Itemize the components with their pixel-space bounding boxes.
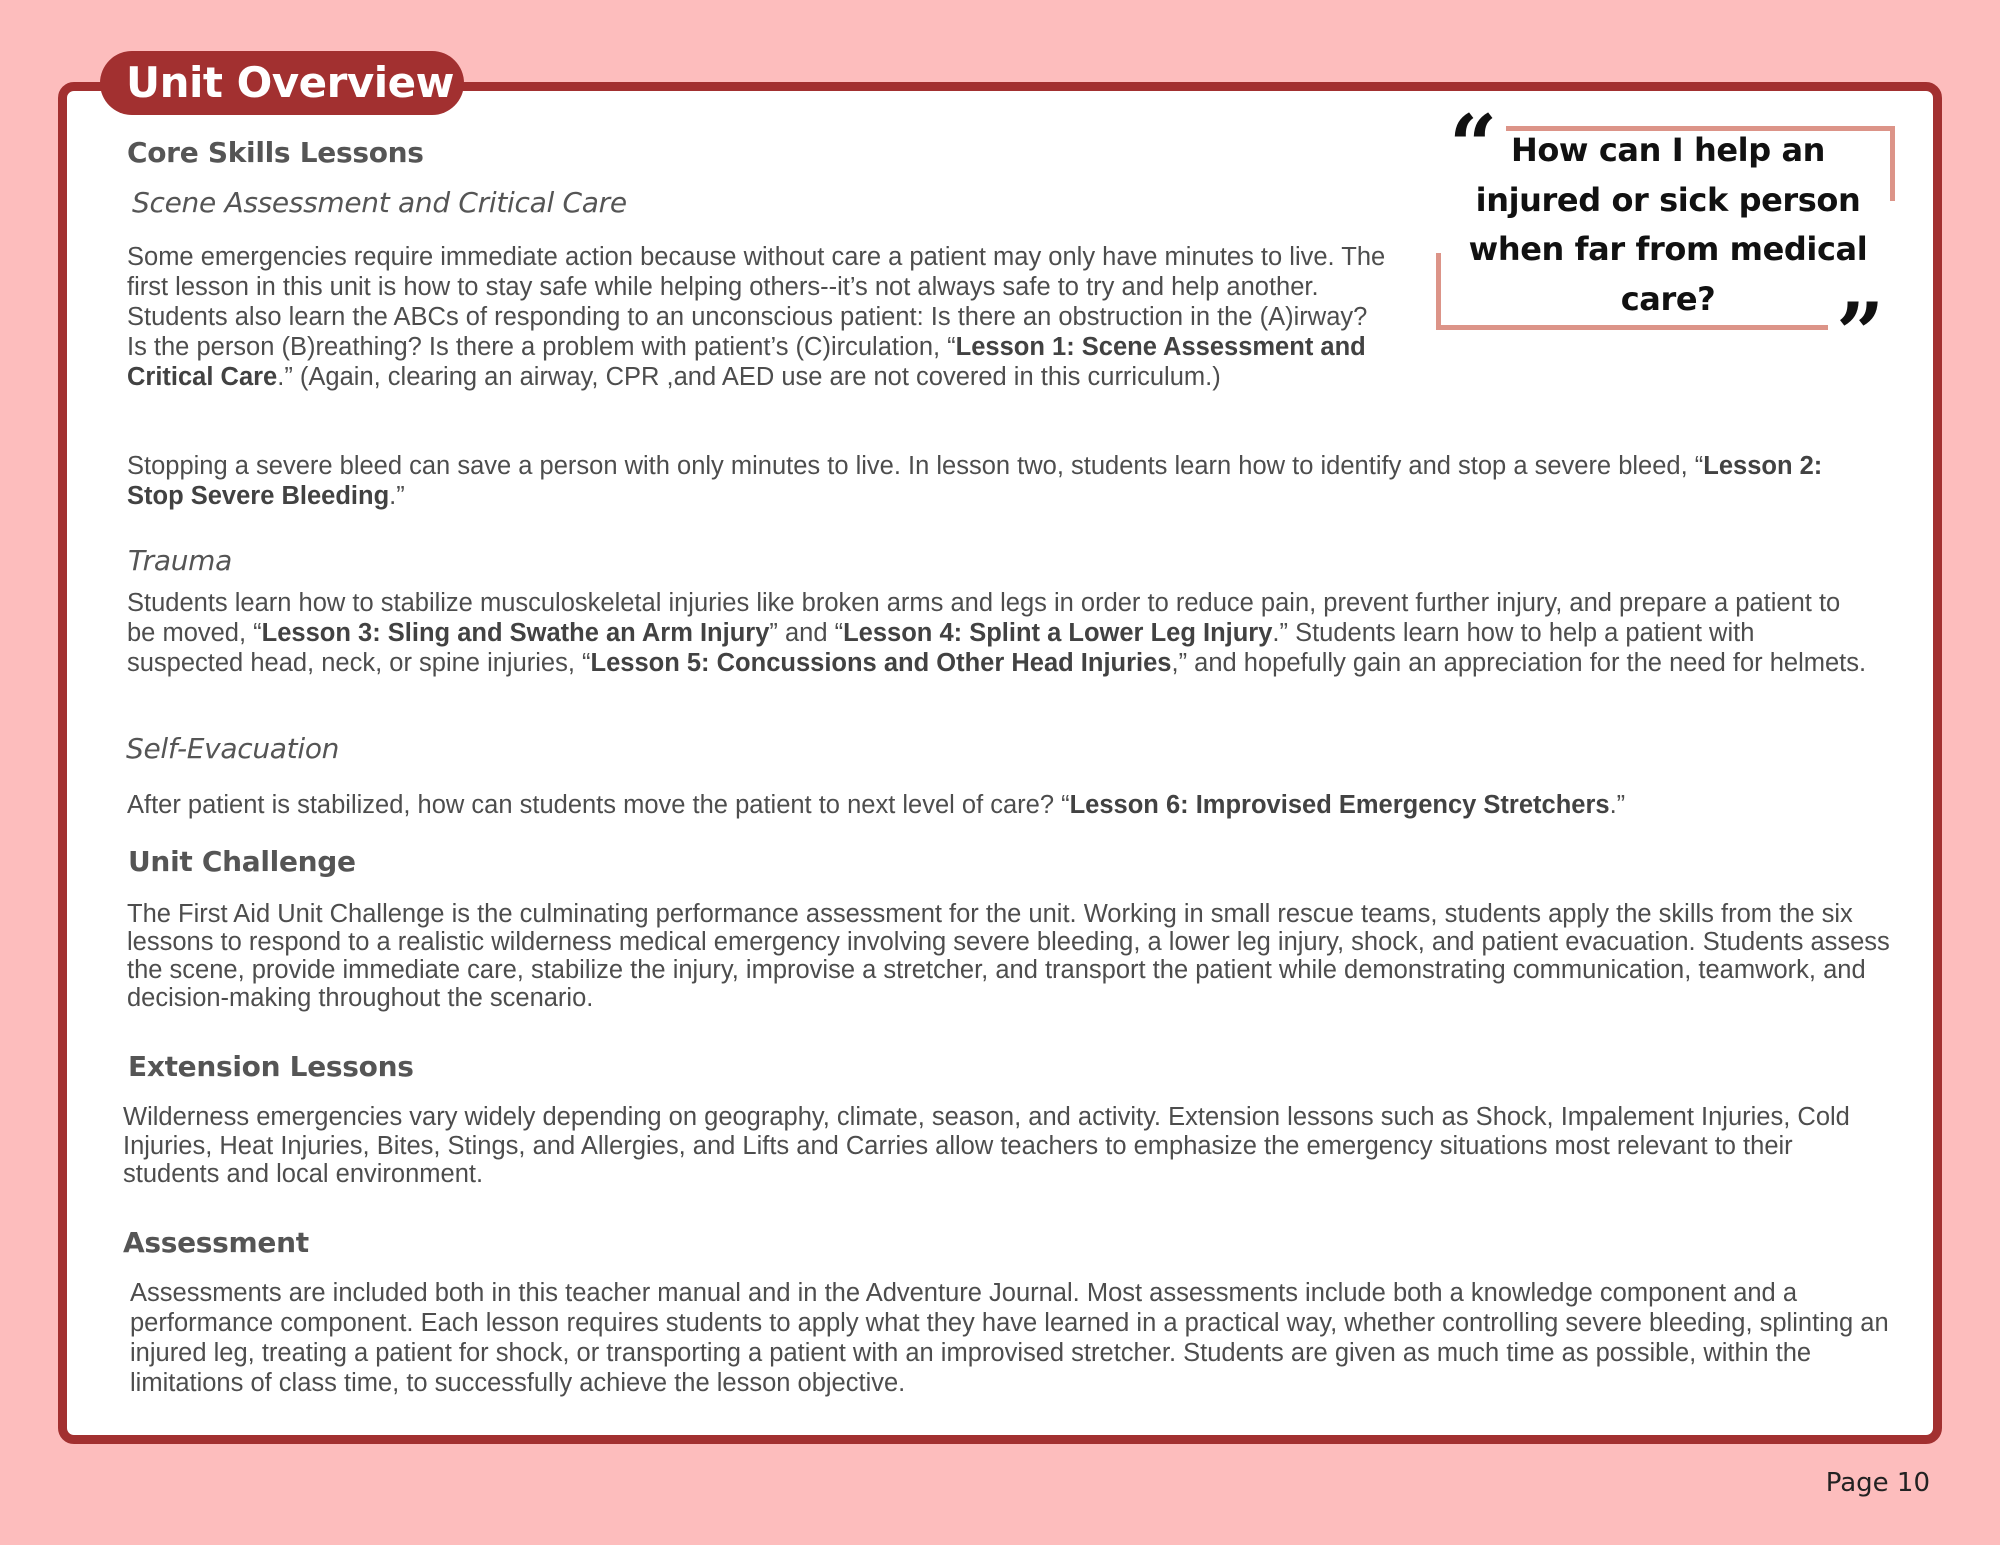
scene-paragraph-2: Stopping a severe bleed can save a person with only minutes to live. In lesson two, students learn how to identify and stop a severe bleed, “Lesson 2: Stop Severe Bleeding.” <box>127 452 1823 510</box>
lesson-6-title: Lesson 6: Improvised Emergency Stretchers <box>1069 791 1610 819</box>
pull-quote: How can I help an injured or sick person when far from medical care? <box>1468 131 1868 318</box>
lesson-2-title: Lesson 2: Stop Severe Bleeding <box>127 452 1823 510</box>
open-quote-icon: “ <box>1449 96 1498 195</box>
lesson-5-title: Lesson 5: Concussions and Other Head Injuries <box>590 649 1172 677</box>
page-title-tab: Unit Overview <box>100 51 464 115</box>
close-quote-icon: ” <box>1836 284 1885 383</box>
lesson-3-title: Lesson 3: Sling and Swathe an Arm Injury <box>261 619 770 647</box>
quote-rule-right <box>1890 126 1895 201</box>
self-evacuation-subheading: Self-Evacuation <box>126 732 340 765</box>
unit-challenge-heading: Unit Challenge <box>128 845 356 878</box>
extension-lessons-heading: Extension Lessons <box>128 1050 414 1083</box>
extension-lessons-paragraph: Wilderness emergencies vary widely depending on geography, climate, season, and activity. Extension lessons such as Shock, Impalement Injuries, Cold Injuries, Heat Injuries, Bites, Stings, and Allergies, and Lifts and Carries allow teachers to emphasize the emergency situations most relevant to their students and local environment. <box>123 1103 1850 1188</box>
unit-challenge-paragraph: The First Aid Unit Challenge is the culminating performance assessment for the unit. Working in small rescue teams, students apply the skills from the six lessons to respond to a realistic wilderness medical emergency involving severe bleeding, a lower leg injury, shock, and patient evacuation. Students assess the scene, provide immediate care, stabilize the injury, improvise a stretcher, and transport the patient while demonstrating communication, teamwork, and decision-making throughout the scenario. <box>127 900 1890 1012</box>
trauma-paragraph: Students learn how to stabilize musculoskeletal injuries like broken arms and legs in order to reduce pain, prevent further injury, and prepare a patient to be moved, “Lesson 3: Sling and Swathe an Arm Injury” and “Lesson 4: Splint a Lower Leg Injury.” Students learn how to help a patient with suspected head, neck, or spine injuries, “Lesson 5: Concussions and Other Head Injuries,” and hopefully gain an appreciation for the need for helmets. <box>127 589 1867 677</box>
lesson-4-title: Lesson 4: Splint a Lower Leg Injury <box>843 619 1273 647</box>
evacuation-paragraph: After patient is stabilized, how can students move the patient to next level of care? “Lesson 6: Improvised Emergency Stretchers.” <box>127 791 1626 819</box>
assessment-heading: Assessment <box>123 1226 309 1259</box>
trauma-subheading: Trauma <box>128 544 232 577</box>
page-number: Page 10 <box>1825 1468 1930 1498</box>
core-skills-heading: Core Skills Lessons <box>127 136 424 169</box>
quote-rule-left <box>1436 253 1441 330</box>
scene-paragraph-1: Some emergencies require immediate action because without care a patient may only have minutes to live. The first lesson in this unit is how to stay safe while helping others--it’s not always safe to try and help another. Students also learn the ABCs of responding to an unconscious patient: Is there an obstruction in the (A)irway? Is the person (B)reathing? Is there a problem with patient’s (C)irculation, “Lesson 1: Scene Assessment and Critical Care.” (Again, clearing an airway, CPR ,and AED use are not covered in this curriculum.) <box>127 243 1386 391</box>
lesson-1-title: Lesson 1: Scene Assessment and Critical Care <box>127 333 1366 391</box>
scene-assessment-subheading: Scene Assessment and Critical Care <box>132 186 627 219</box>
quote-rule-bottom <box>1436 325 1828 330</box>
assessment-paragraph: Assessments are included both in this teacher manual and in the Adventure Journal. Most assessments include both a knowledge component and a performance component. Each lesson requires students to apply what they have learned in a practical way, whether controlling severe bleeding, splinting an injured leg, treating a patient for shock, or transporting a patient with an improvised stretcher. Students are given as much time as possible, within the limitations of class time, to successfully achieve the lesson objective. <box>130 1279 1889 1397</box>
